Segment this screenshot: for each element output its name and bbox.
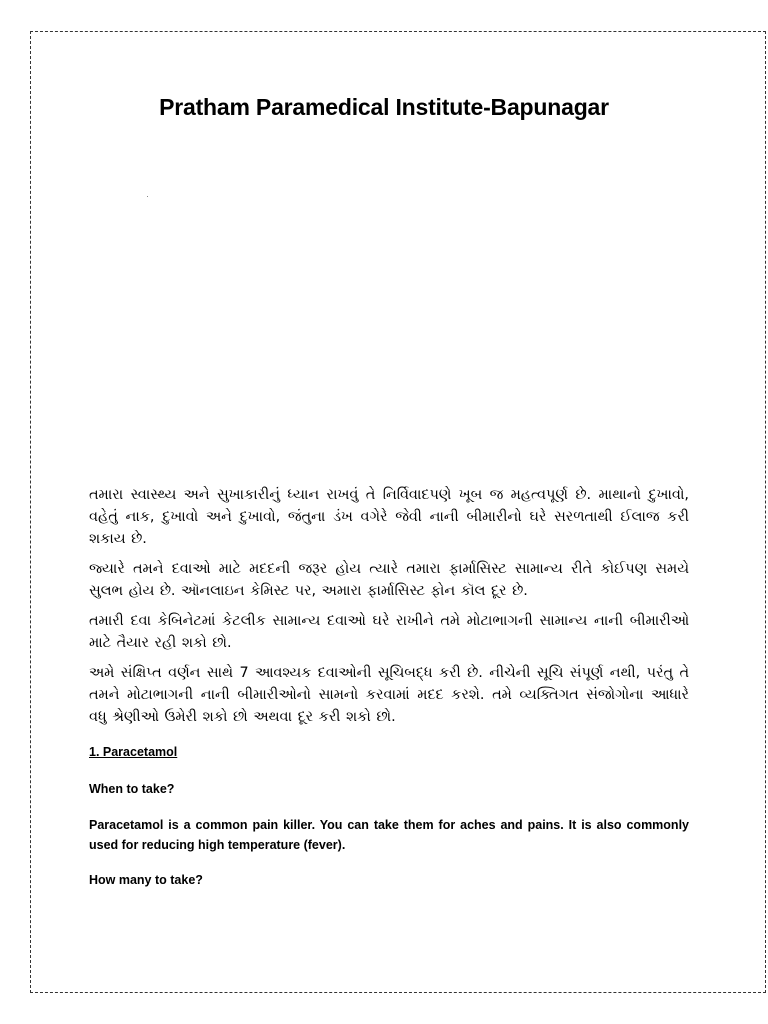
paragraph-cabinet: તમારી દવા કેબિનેટમાં કેટલીક સામાન્ય દવાઓ ઘરે રાખીને તમે મોટાભાગની સામાન્ય નાની બીમારીઓ માટે તૈયાર રહી શકો છો. — [89, 613, 689, 651]
paragraph-list-intro: અમે સંક્ષિપ્ત વર્ણન સાથે 7 આવશ્યક દવાઓની સૂચિબદ્ધ કરી છે. નીચેની સૂચિ સંપૂર્ણ નથી, પરંતુ તે તમને મોટાભાગની નાની બીમારીઓનો સામનો કરવામાં મદદ કરશે. તમે વ્યક્તિગત સંજોગોના આધારે વધુ શ્રેણીઓ ઉમેરી શકો છો અથવા દૂર કરી શકો છો. — [89, 665, 689, 725]
when-to-take-text: Paracetamol is a common pain killer. You can take them for aches and pains. It is also commonly used for reducing high temperature (fever). — [89, 818, 689, 852]
document-title: Pratham Paramedical Institute-Bapunagar — [159, 94, 609, 120]
paragraph-health: તમારા સ્વાસ્થ્ય અને સુખાકારીનું ધ્યાન રાખવું તે નિર્વિવાદપણે ખૂબ જ મહત્વપૂર્ણ છે. માથાનો દુખાવો, વહેતું નાક, દુખાવો અને દુખાવો, જંતુના ડંખ વગેરે જેવી નાની બીમારીનો ઘરે સરળતાથી ઈલાજ કરી શકાય છે. — [89, 487, 689, 547]
how-many-heading: How many to take? — [89, 873, 203, 887]
section-heading-paracetamol: 1. Paracetamol — [89, 745, 178, 759]
when-to-take-heading: When to take? — [89, 782, 175, 796]
document-body — [89, 484, 689, 890]
stray-dot — [147, 196, 148, 197]
paragraph-pharmacist: જ્યારે તમને દવાઓ માટે મદદની જરૂર હોય ત્યારે તમારા ફાર્માસિસ્ટ સામાન્ય રીતે કોઈપણ સમયે સુલભ હોય છે. ઑનલાઇન કેમિસ્ટ પર, અમારા ફાર્માસિસ્ટ ફોન કૉલ દૂર છે. — [89, 561, 689, 599]
